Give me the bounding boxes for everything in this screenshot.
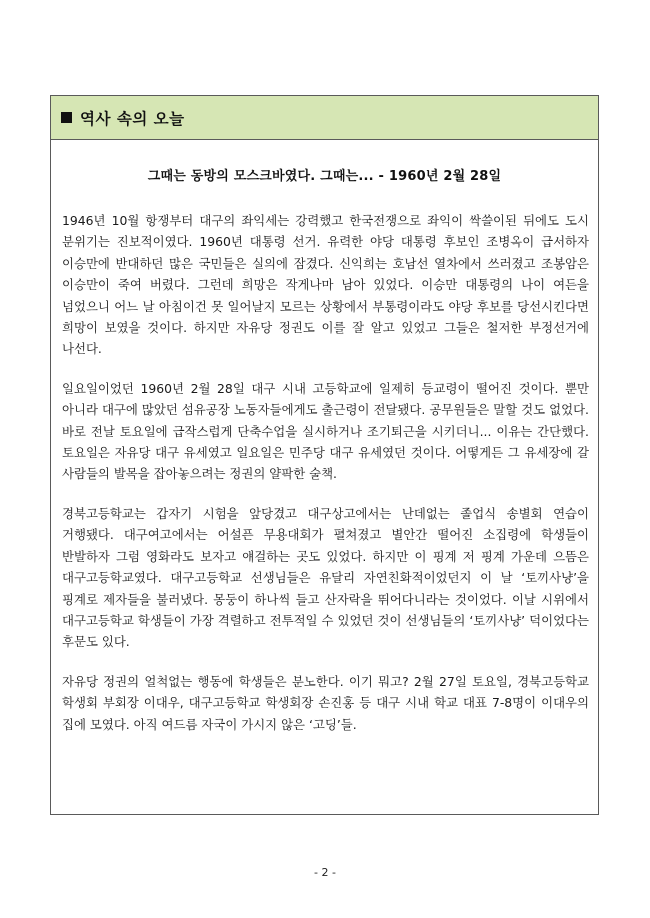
square-bullet-icon <box>61 112 72 123</box>
article-paragraph: 경북고등학교는 갑자기 시험을 앞당겼고 대구상고에서는 난데없는 졸업식 송별회 연습이 거행됐다. 대구여고에서는 어설픈 무용대회가 펼쳐졌고 별안간 떨어진 소집령에 학생들이 반발하자 그럼 영화라도 보자고 얘걸하는 곳도 있었다. 하지만 이 핑계 저 핑계 가운데 으뜸은 대구고등학교였다. 대구고등학교 선생님들은 유달리 자연친화적이었던지 이 날 ‘토끼사냥’을 핑계로 제자들을 불러냈다. 몽둥이 하나씩 들고 산자락을 뛰어다니라는 것이었다. 이날 시위에서 대구고등학교 학생들이 가장 격렬하고 전투적일 수 있었던 것이 선생님들의 ‘토끼사냥’ 덕이었다는 후문도 있다. <box>62 505 589 650</box>
section-title: 역사 속의 오늘 <box>80 109 185 128</box>
article-title: 그때는 동방의 모스크바였다. 그때는... - 1960년 2월 28일 <box>147 169 502 184</box>
article-paragraph: 자유당 정권의 얼척없는 행동에 학생들은 분노한다. 이기 뭐고? 2월 27일 토요일, 경북고등학교 학생회 부회장 이대우, 대구고등학교 학생회장 손진홍 등 대구 시내 학교 대표 7-8명이 이대우의 집에 모였다. 아직 여드름 자국이 가시지 않은 ‘고딩’들. <box>62 673 589 732</box>
article-body <box>62 210 589 753</box>
page-number: - 2 - <box>314 866 336 879</box>
history-today-box <box>50 95 599 815</box>
article-paragraph: 일요일이었던 1960년 2월 28일 대구 시내 고등학교에 일제히 등교령이 떨어진 것이다. 뿐만 아니라 대구에 많았던 섬유공장 노동자들에게도 출근령이 전달됐다. 공무원들은 말할 것도 없었다. 바로 전날 토요일에 급작스럽게 단축수업을 실시하거나 조기퇴근을 시키더니... 이유는 간단했다. 토요일은 자유당 대구 유세였고 일요일은 민주당 대구 유세였던 것이다. 어떻게든 그 유세장에 갈 사람들의 발목을 잡아놓으려는 정권의 얄팍한 술책. <box>62 380 589 482</box>
article-paragraph: 1946년 10월 항쟁부터 대구의 좌익세는 강력했고 한국전쟁으로 좌익이 싹쓸이된 뒤에도 도시 분위기는 진보적이였다. 1960년 대통령 선거. 유력한 야당 대통령 후보인 조병옥이 급서하자 이승만에 반대하던 많은 국민들은 실의에 잠겼다. 신익희는 호남선 열차에서 쓰러졌고 조봉암은 이승만이 죽여 버렸다. 그런데 희망은 작게나마 남아 있었다. 이승만 대통령의 나이 여든을 넘었으니 어느 날 아침이건 못 일어날지 모르는 상황에서 부통령이라도 야당 후보를 당선시킨다면 희망이 보였을 것이다. 하지만 자유당 정권도 이를 잘 알고 있었고 그들은 철저한 부정선거에 나선다. <box>62 213 589 357</box>
section-header <box>51 96 598 140</box>
